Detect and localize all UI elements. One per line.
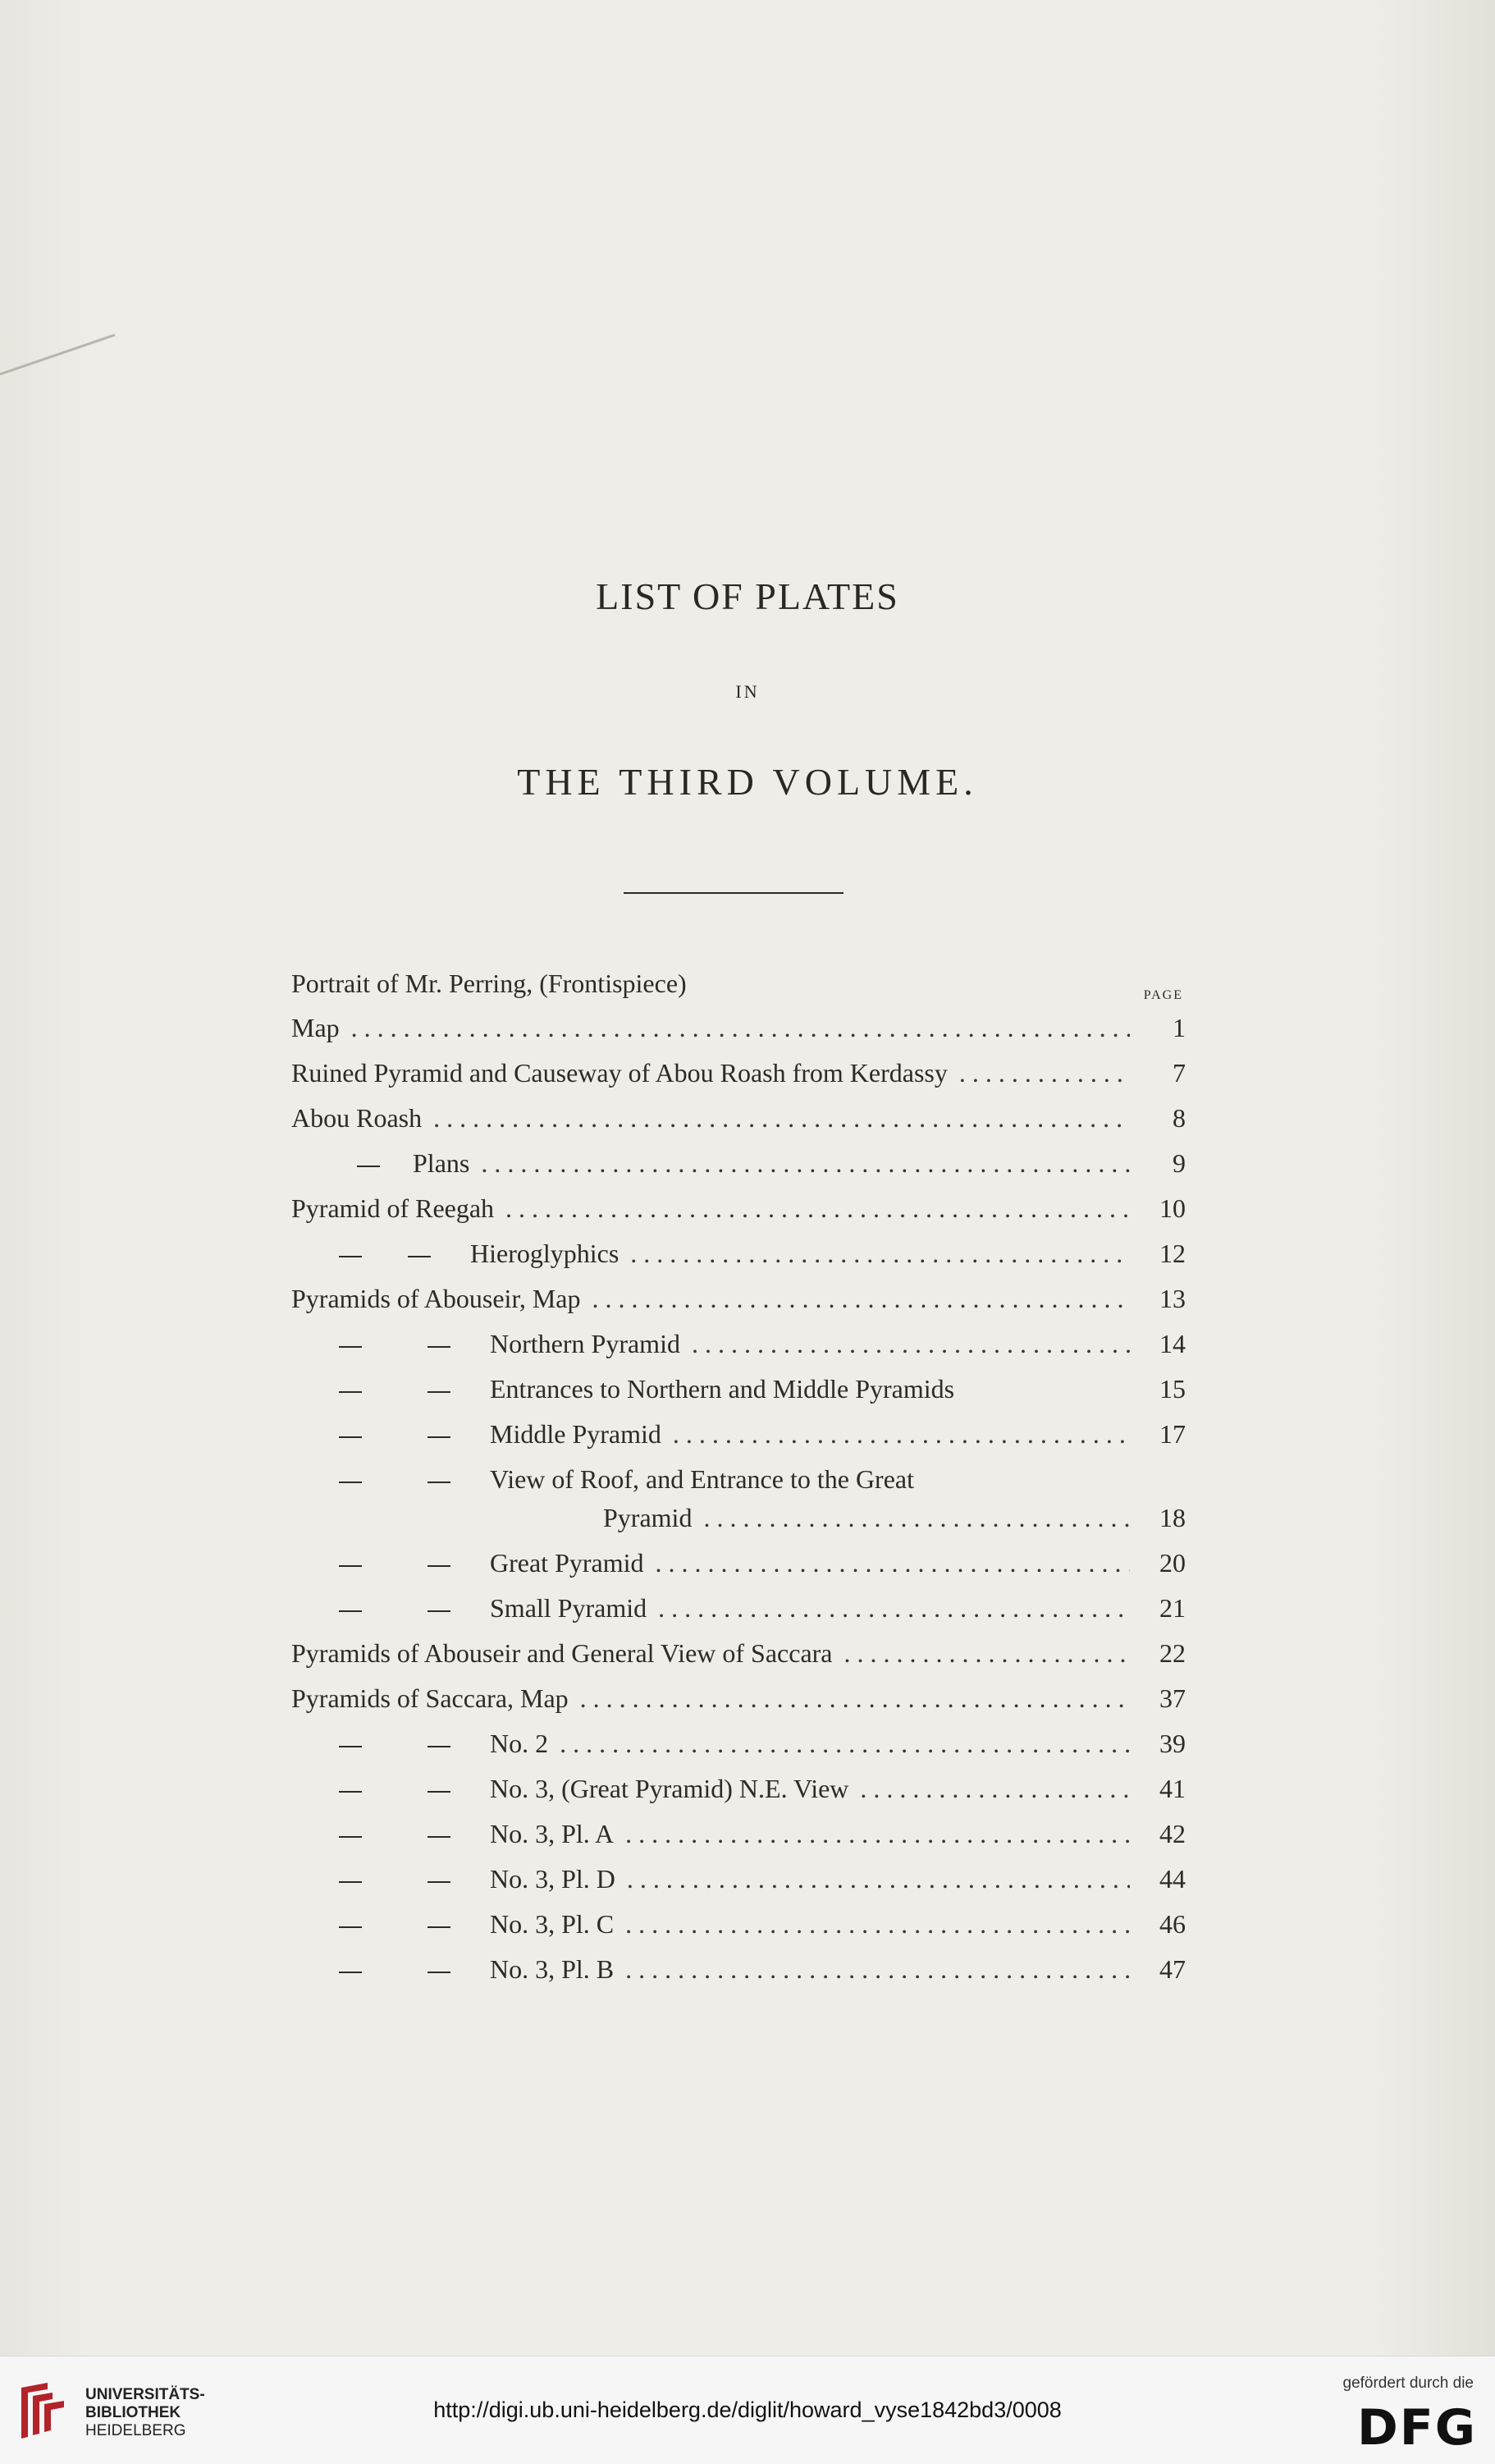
- ditto-dash: [339, 1791, 362, 1793]
- list-item: Northern Pyramid . . . 14: [291, 1329, 1186, 1362]
- list-item: No. 3, (Great Pyramid) N.E. View . . . 41: [291, 1774, 1186, 1807]
- list-item: Pyramids of Saccara, Map . . . 37: [291, 1683, 1186, 1716]
- ditto-dash: [339, 1482, 362, 1483]
- dot-leader: [692, 1329, 1130, 1359]
- dot-leader: [625, 1819, 1130, 1849]
- ditto-dash: [339, 1972, 362, 1973]
- list-item: Pyramid of Reegah . . . 10: [291, 1193, 1186, 1226]
- ditto-dash: [339, 1836, 362, 1838]
- list-item: View of Roof, and Entrance to the Great: [291, 1464, 1186, 1497]
- library-name: UNIVERSITÄTS- BIBLIOTHEK HEIDELBERG: [85, 2386, 205, 2439]
- ditto-dash: [427, 1610, 450, 1612]
- ditto-dash: [408, 1256, 431, 1257]
- list-item: Great Pyramid . . . 20: [291, 1548, 1186, 1581]
- dfg-logo[interactable]: DFG: [1356, 2399, 1477, 2457]
- ditto-dash: [427, 1836, 450, 1838]
- page-column-header: PAGE: [1143, 988, 1183, 1002]
- dot-leader: [658, 1593, 1130, 1624]
- ditto-dash: [427, 1791, 450, 1793]
- dot-leader: [625, 1954, 1130, 1985]
- list-item: Small Pyramid . . . 21: [291, 1593, 1186, 1626]
- ditto-dash: [427, 1881, 450, 1883]
- list-item: Pyramids of Abouseir, Map . . . 13: [291, 1284, 1186, 1317]
- permalink-url[interactable]: http://digi.ub.uni-heidelberg.de/diglit/howard_vyse1842bd3/0008: [433, 2398, 1062, 2422]
- ditto-dash: [339, 1256, 362, 1257]
- list-item: Map . . . 1: [291, 1013, 1186, 1046]
- ditto-dash: [427, 1746, 450, 1747]
- ditto-dash: [427, 1926, 450, 1928]
- list-item: Portrait of Mr. Perring, (Frontispiece): [291, 969, 687, 998]
- ditto-dash: [339, 1391, 362, 1393]
- list-item: Ruined Pyramid and Causeway of Abou Roash from Kerdassy . . . 7: [291, 1058, 1186, 1091]
- list-item: No. 3, Pl. C . . . 46: [291, 1909, 1186, 1942]
- list-item: No. 3, Pl. A . . . 42: [291, 1819, 1186, 1852]
- ditto-dash: [427, 1972, 450, 1973]
- list-item: Pyramid . . . 18: [291, 1503, 1186, 1536]
- dot-leader: [703, 1503, 1130, 1533]
- ditto-dash: [339, 1565, 362, 1567]
- viewer-footer: [0, 2356, 1495, 2464]
- dot-leader: [959, 1058, 1130, 1088]
- ditto-dash: [427, 1346, 450, 1348]
- ditto-dash: [339, 1926, 362, 1928]
- dot-leader: [560, 1729, 1130, 1759]
- list-item: Abou Roash . . . 8: [291, 1103, 1186, 1136]
- dot-leader: [627, 1864, 1130, 1894]
- dot-leader: [630, 1239, 1130, 1269]
- list-item: Hieroglyphics . . . 12: [291, 1239, 1186, 1271]
- ditto-dash: [427, 1436, 450, 1438]
- list-item: No. 2 . . . 39: [291, 1729, 1186, 1761]
- dot-leader: [860, 1774, 1130, 1804]
- title-list-of-plates: LIST OF PLATES: [596, 575, 899, 617]
- list-item: Middle Pyramid . . . 17: [291, 1419, 1186, 1452]
- list-item: Plans . . . 9: [291, 1148, 1186, 1181]
- ditto-dash: [339, 1881, 362, 1883]
- ditto-dash: [427, 1565, 450, 1567]
- ditto-dash: [427, 1482, 450, 1483]
- title-rule: [624, 892, 844, 894]
- dot-leader: [673, 1419, 1130, 1450]
- ditto-dash: [339, 1610, 362, 1612]
- dot-leader: [592, 1284, 1130, 1314]
- dot-leader: [625, 1909, 1130, 1940]
- ditto-dash: [339, 1346, 362, 1348]
- ditto-dash: [339, 1746, 362, 1747]
- list-item: Entrances to Northern and Middle Pyramids 15: [291, 1374, 1186, 1407]
- dot-leader: [656, 1548, 1131, 1578]
- dot-leader: [580, 1683, 1130, 1714]
- funded-by-text: gefördert durch die: [1342, 2375, 1474, 2392]
- list-item: No. 3, Pl. D . . . 44: [291, 1864, 1186, 1897]
- list-item: No. 3, Pl. B . . . 47: [291, 1954, 1186, 1987]
- list-item: Pyramids of Abouseir and General View of Saccara . . . 22: [291, 1638, 1186, 1671]
- dot-leader: [433, 1103, 1130, 1134]
- ditto-dash: [357, 1166, 380, 1167]
- dot-leader: [844, 1638, 1131, 1669]
- ditto-dash: [427, 1391, 450, 1393]
- paper-crease-mark: [0, 328, 123, 378]
- title-third-volume: THE THIRD VOLUME.: [517, 761, 978, 803]
- title-in: IN: [735, 681, 760, 702]
- dot-leader: [481, 1148, 1130, 1179]
- dot-leader: [505, 1193, 1130, 1224]
- dot-leader: [351, 1013, 1130, 1043]
- ditto-dash: [339, 1436, 362, 1438]
